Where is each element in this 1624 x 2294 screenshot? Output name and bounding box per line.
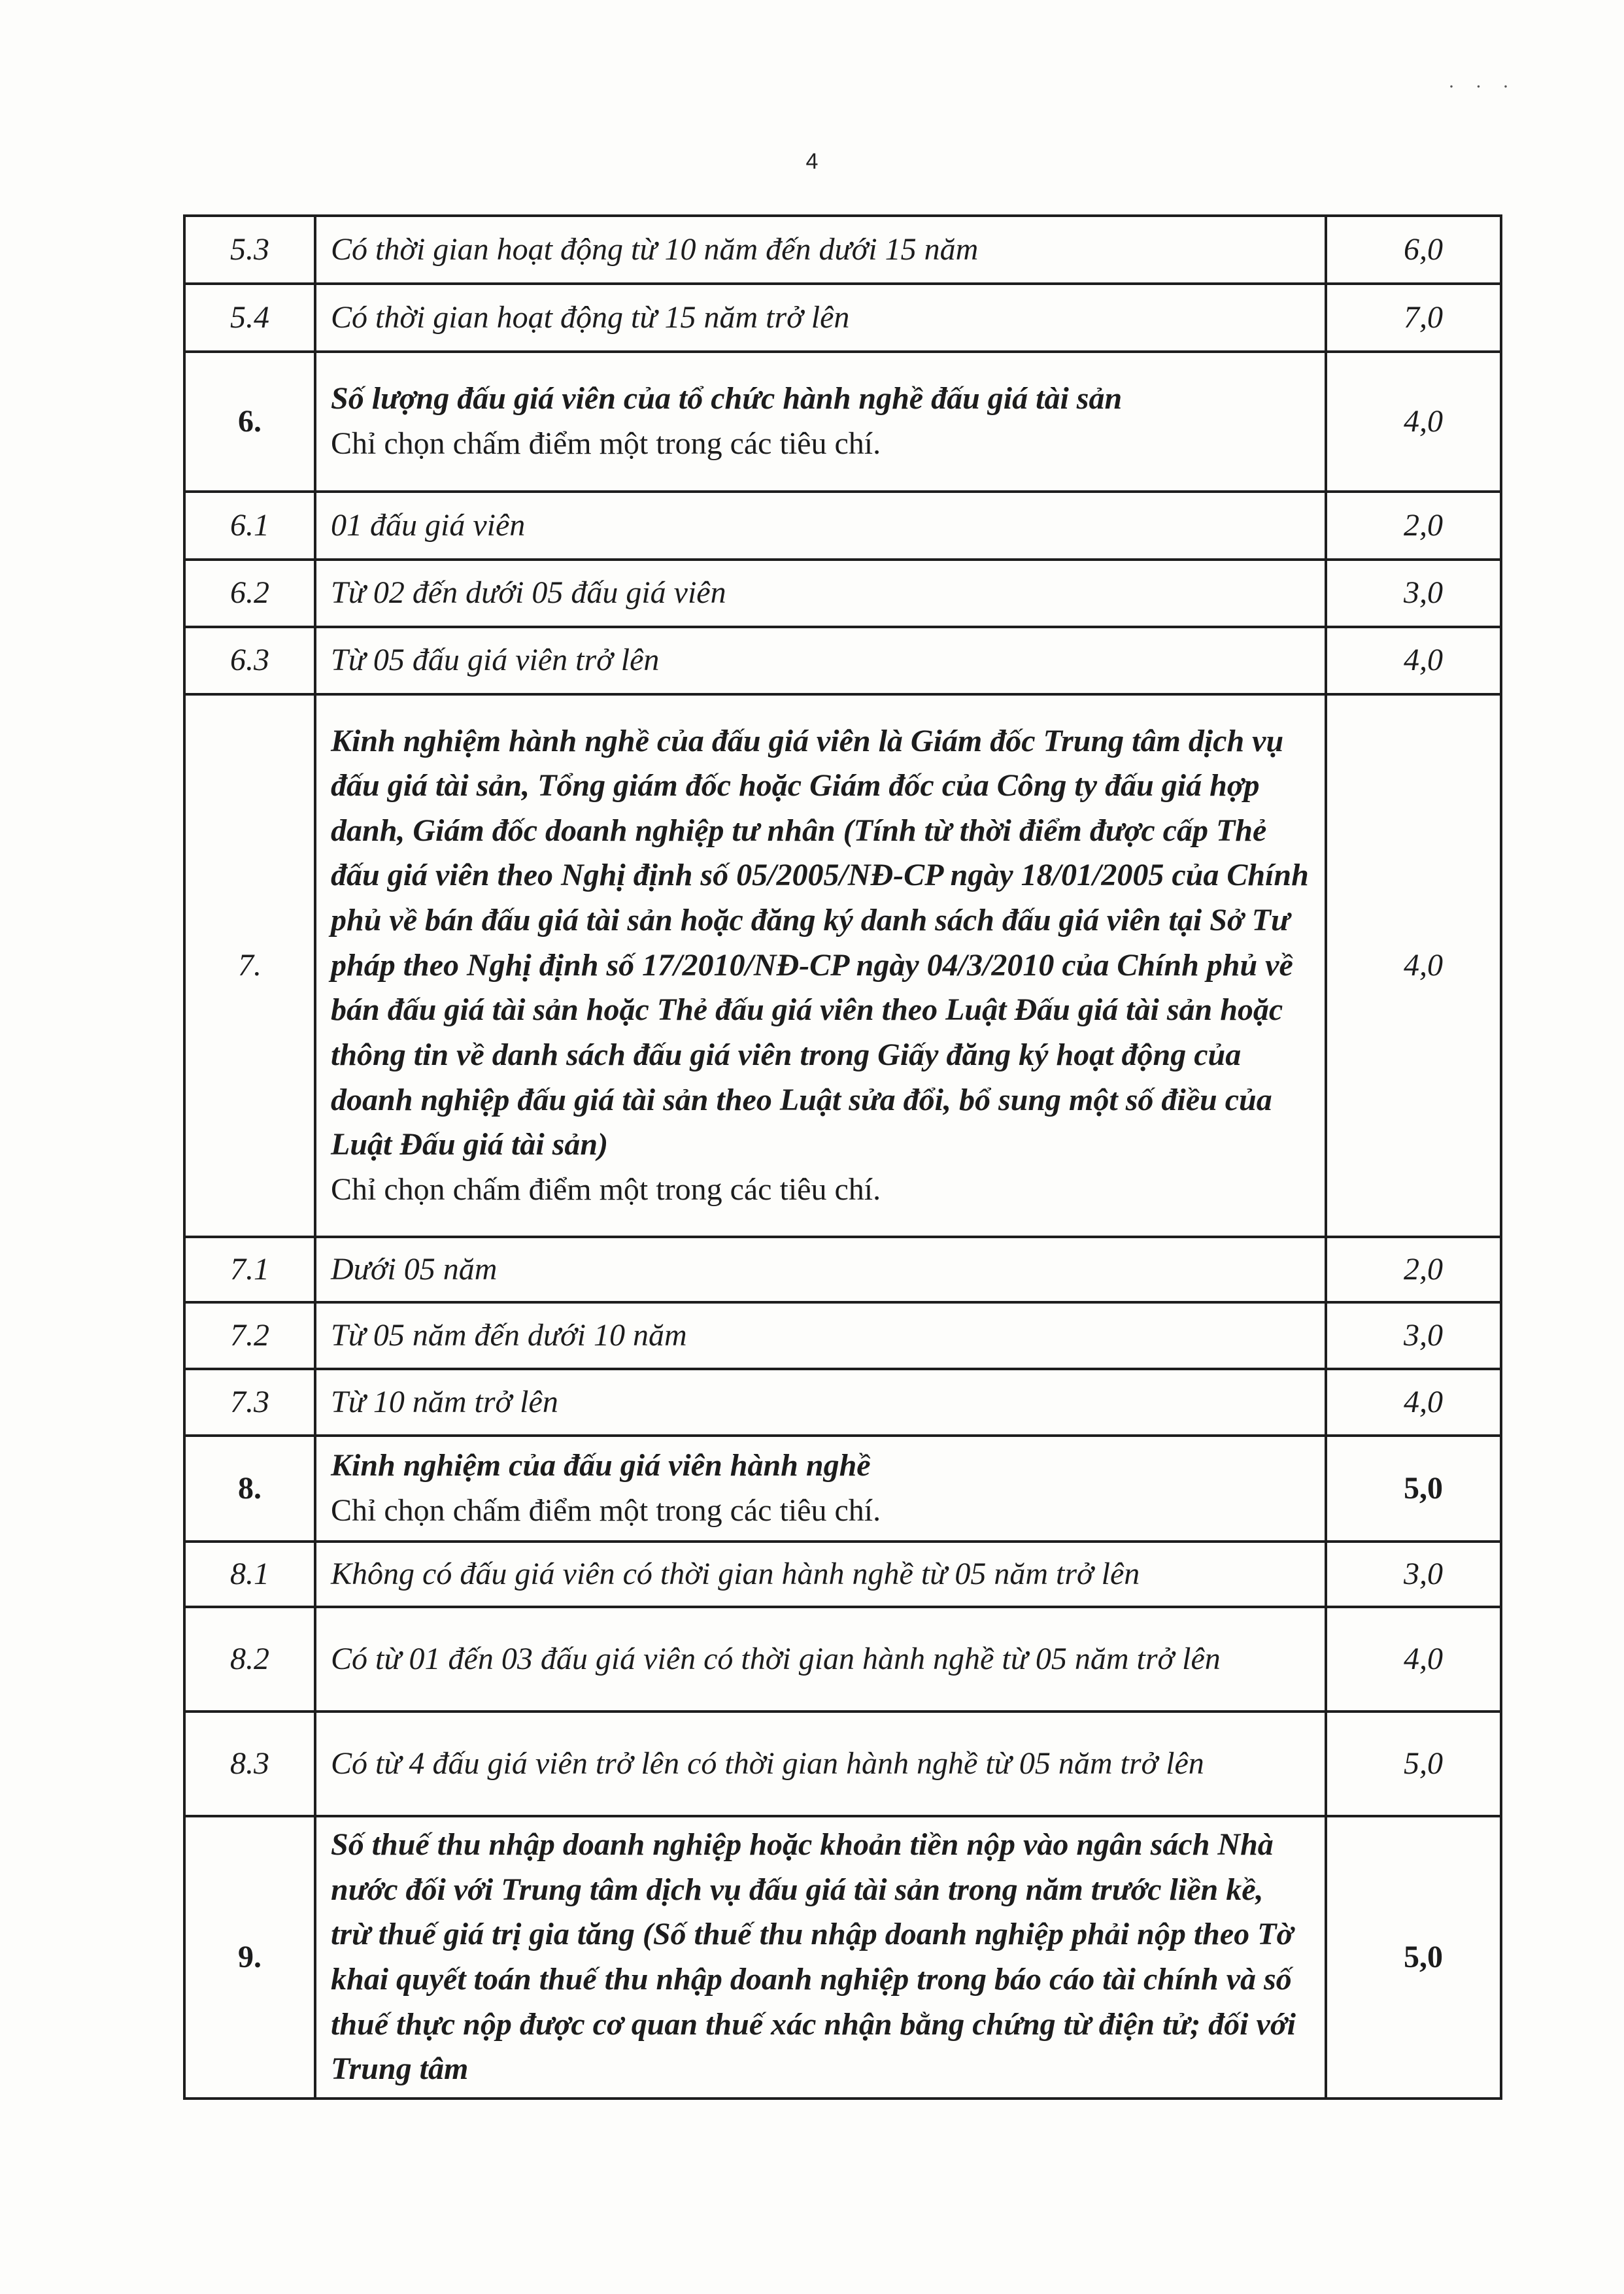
row-score: 4,0 xyxy=(1326,1607,1501,1712)
row-criterion: 01 đấu giá viên xyxy=(315,492,1326,560)
row-number: 5.3 xyxy=(184,216,315,284)
row-criterion: Không có đấu giá viên có thời gian hành nghề từ 05 năm trở lên xyxy=(315,1542,1326,1607)
row-score: 3,0 xyxy=(1326,1302,1501,1369)
row-score: 2,0 xyxy=(1326,1237,1501,1302)
table-row xyxy=(184,1237,1501,1302)
table-row xyxy=(184,352,1501,492)
table-row xyxy=(184,1302,1501,1369)
row-criterion: Có thời gian hoạt động từ 15 năm trở lên xyxy=(315,284,1326,352)
row-score: 6,0 xyxy=(1326,216,1501,284)
row-criterion: Từ 05 năm đến dưới 10 năm xyxy=(315,1302,1326,1369)
row-criterion xyxy=(315,1436,1326,1542)
row-number: 7.2 xyxy=(184,1302,315,1369)
row-score: 2,0 xyxy=(1326,492,1501,560)
row-number: 6.3 xyxy=(184,627,315,694)
row-number: 6. xyxy=(184,352,315,492)
row-score: 5,0 xyxy=(1326,1712,1501,1816)
criterion-title: Số lượng đấu giá viên của tổ chức hành nghề đấu giá tài sản xyxy=(331,381,1123,416)
row-criterion: Có thời gian hoạt động từ 10 năm đến dưới 15 năm xyxy=(315,216,1326,284)
row-number: 6.2 xyxy=(184,560,315,627)
criterion-note: Chỉ chọn chấm điểm một trong các tiêu chí. xyxy=(331,1172,881,1207)
table-row xyxy=(184,694,1501,1237)
row-criterion: Từ 02 đến dưới 05 đấu giá viên xyxy=(315,560,1326,627)
row-number: 8.1 xyxy=(184,1542,315,1607)
criterion-note: Chỉ chọn chấm điểm một trong các tiêu chí. xyxy=(331,1493,881,1528)
row-number: 8.2 xyxy=(184,1607,315,1712)
page-number: 4 xyxy=(805,149,819,174)
row-criterion xyxy=(315,352,1326,492)
criterion-title: Kinh nghiệm của đấu giá viên hành nghề xyxy=(331,1448,871,1483)
row-number: 6.1 xyxy=(184,492,315,560)
row-score: 7,0 xyxy=(1326,284,1501,352)
row-number: 7.3 xyxy=(184,1369,315,1436)
row-score: 3,0 xyxy=(1326,1542,1501,1607)
row-number: 8. xyxy=(184,1436,315,1542)
criteria-table xyxy=(183,214,1502,2100)
row-score: 4,0 xyxy=(1326,352,1501,492)
table-row xyxy=(184,1712,1501,1816)
row-score: 4,0 xyxy=(1326,1369,1501,1436)
table-row xyxy=(184,1542,1501,1607)
criterion-title: Số thuế thu nhập doanh nghiệp hoặc khoản tiền nộp vào ngân sách Nhà nước đối với Trung tâm dịch vụ đấu giá tài sản trong năm trước liền kề, trừ thuế giá trị gia tăng (Số thuế thu nhập doanh nghiệp phải nộp theo Tờ khai quyết toán thuế thu nhập doanh nghiệp trong báo cáo tài chính và số thuế thực nộp được cơ quan thuế xác nhận bằng chứng từ điện tử; đối với Trung tâm xyxy=(331,1827,1296,2087)
table-row xyxy=(184,627,1501,694)
row-score: 4,0 xyxy=(1326,694,1501,1237)
row-criterion: Có từ 4 đấu giá viên trở lên có thời gian hành nghề từ 05 năm trở lên xyxy=(315,1712,1326,1816)
row-criterion: Có từ 01 đến 03 đấu giá viên có thời gian hành nghề từ 05 năm trở lên xyxy=(315,1607,1326,1712)
row-criterion: Dưới 05 năm xyxy=(315,1237,1326,1302)
table-row xyxy=(184,492,1501,560)
table-row xyxy=(184,284,1501,352)
row-criterion xyxy=(315,1816,1326,2099)
row-score: 4,0 xyxy=(1326,627,1501,694)
row-score: 3,0 xyxy=(1326,560,1501,627)
row-criterion xyxy=(315,694,1326,1237)
table-row xyxy=(184,1436,1501,1542)
row-number: 7. xyxy=(184,694,315,1237)
table-row xyxy=(184,1816,1501,2099)
table-row xyxy=(184,560,1501,627)
row-score: 5,0 xyxy=(1326,1436,1501,1542)
row-number: 7.1 xyxy=(184,1237,315,1302)
row-number: 5.4 xyxy=(184,284,315,352)
row-criterion: Từ 05 đấu giá viên trở lên xyxy=(315,627,1326,694)
table-row xyxy=(184,1607,1501,1712)
criterion-note: Chỉ chọn chấm điểm một trong các tiêu chí. xyxy=(331,426,881,461)
row-number: 9. xyxy=(184,1816,315,2099)
row-number: 8.3 xyxy=(184,1712,315,1816)
row-score: 5,0 xyxy=(1326,1816,1501,2099)
scan-mark: · · · xyxy=(1448,76,1517,97)
table-row xyxy=(184,1369,1501,1436)
table-row xyxy=(184,216,1501,284)
criterion-title: Kinh nghiệm hành nghề của đấu giá viên là Giám đốc Trung tâm dịch vụ đấu giá tài sản, Tổng giám đốc hoặc Giám đốc của Công ty đấu giá hợp danh, Giám đốc doanh nghiệp tư nhân (Tính từ thời điểm được cấp Thẻ đấu giá viên theo Nghị định số 05/2005/NĐ-CP ngày 18/01/2005 của Chính phủ về bán đấu giá tài sản hoặc đăng ký danh sách đấu giá viên tại Sở Tư pháp theo Nghị định số 17/2010/NĐ-CP ngày 04/3/2010 của Chính phủ về bán đấu giá tài sản hoặc Thẻ đấu giá viên theo Luật Đấu giá tài sản hoặc thông tin về danh sách đấu giá viên trong Giấy đăng ký hoạt động của doanh nghiệp đấu giá tài sản theo Luật sửa đổi, bổ sung một số điều của Luật Đấu giá tài sản) xyxy=(331,723,1309,1162)
row-criterion: Từ 10 năm trở lên xyxy=(315,1369,1326,1436)
